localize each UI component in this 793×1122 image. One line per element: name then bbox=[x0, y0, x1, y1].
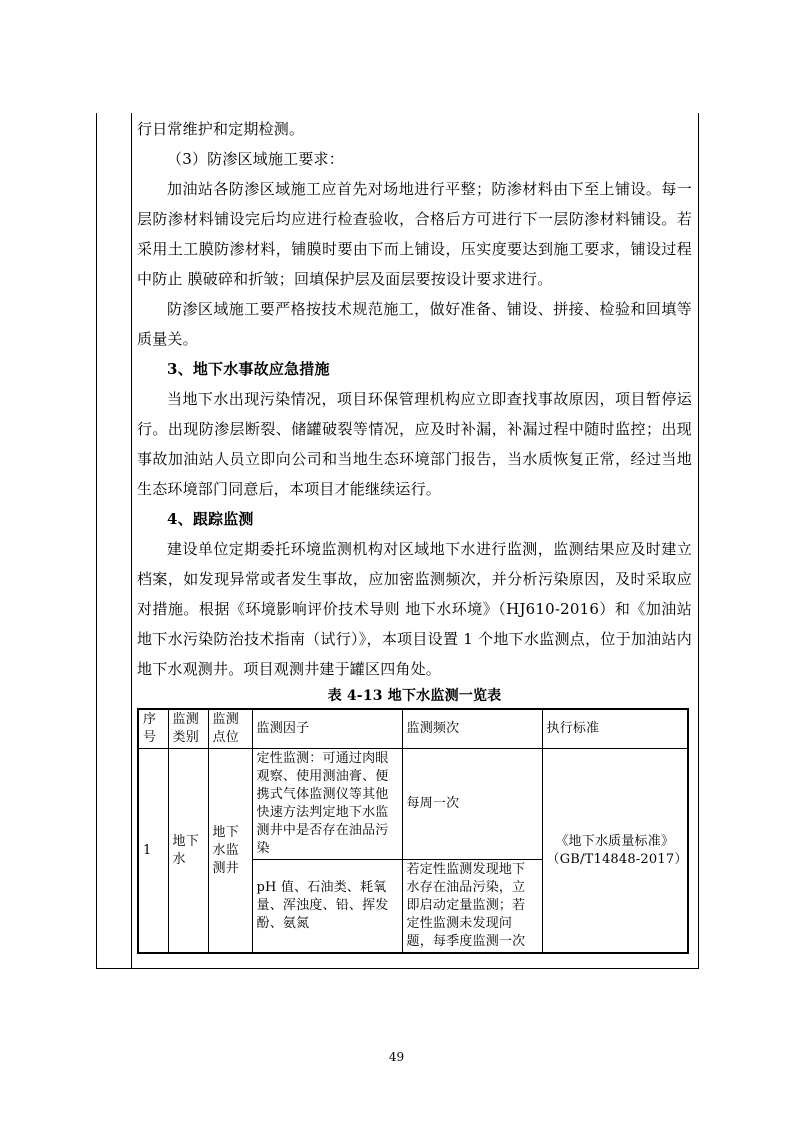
table-header-row bbox=[138, 709, 688, 749]
cell-frequency: 每周一次 bbox=[402, 749, 542, 860]
cell-category: 地下水 bbox=[168, 749, 208, 954]
header-cell: 执行标准 bbox=[542, 709, 688, 749]
cell-no: 1 bbox=[138, 749, 168, 954]
monitoring-table bbox=[137, 708, 689, 954]
paragraph: 建设单位定期委托环境监测机构对区域地下水进行监测，监测结果应及时建立档案，如发现异常或者发生事故，应加密监测频次，并分析污染原因，及时采取应对措施。根据《环境影响评价技术导则 地下水环境》（HJ610-2016）和《加油站地下水污染防治技术指南（试行）》，本项目设置 1 个地下水监测点，位于加油站内地下水观测井。项目观测井建于罐区四角处。 bbox=[137, 540, 692, 678]
cell-standard: 《地下水质量标准》（GB/T14848-2017） bbox=[542, 749, 688, 954]
table-row bbox=[138, 749, 688, 860]
page-number: 49 bbox=[388, 1050, 405, 1064]
cell-location: 地下水监测井 bbox=[208, 749, 252, 954]
cell-factor: 定性监测：可通过肉眼观察、使用测油膏、便携式气体监测仪等其他快速方法判定地下水监测井中是否存在油品污染 bbox=[252, 749, 402, 860]
header-cell: 监测类别 bbox=[168, 709, 208, 749]
frame-divider bbox=[131, 113, 132, 968]
header-cell: 监测点位 bbox=[208, 709, 252, 749]
header-cell: 监测频次 bbox=[402, 709, 542, 749]
paragraph-heading: （3）防渗区域施工要求： bbox=[167, 150, 344, 168]
header-cell: 序号 bbox=[138, 709, 168, 749]
paragraph: 当地下水出现污染情况，项目环保管理机构应立即查找事故原因，项目暂停运行。出现防渗层断裂、储罐破裂等情况，应及时补漏，补漏过程中随时监控；出现事故加油站人员立即向公司和当地生态环境部门报告，当水质恢复正常，经过当地生态环境部门同意后，本项目才能继续运行。 bbox=[137, 390, 692, 498]
table-caption: 表 4-13 地下水监测一览表 bbox=[327, 688, 502, 704]
cell-factor: pH 值、石油类、耗氧量、浑浊度、铅、挥发酚、氨氮 bbox=[252, 860, 402, 954]
header-cell: 监测因子 bbox=[252, 709, 402, 749]
paragraph: 行日常维护和定期检测。 bbox=[137, 120, 305, 138]
main-content bbox=[137, 114, 692, 954]
cell-frequency: 若定性监测发现地下水存在油品污染，立即启动定量监测；若定性监测未发现问题，每季度监测一次 bbox=[402, 860, 542, 954]
paragraph: 防渗区域施工要严格按技术规范施工，做好准备、铺设、拼接、检验和回填等质量关。 bbox=[137, 300, 692, 348]
paragraph: 加油站各防渗区域施工应首先对场地进行平整；防渗材料由下至上铺设。每一层防渗材料铺设完后均应进行检查验收，合格后方可进行下一层防渗材料铺设。若采用土工膜防渗材料，铺膜时要由下而上铺设，压实度要达到施工要求，铺设过程中防止 膜破碎和折皱；回填保护层及面层要按设计要求进行。 bbox=[137, 180, 692, 288]
section-heading: 4、跟踪监测 bbox=[167, 510, 254, 528]
section-heading: 3、地下水事故应急措施 bbox=[167, 360, 330, 378]
